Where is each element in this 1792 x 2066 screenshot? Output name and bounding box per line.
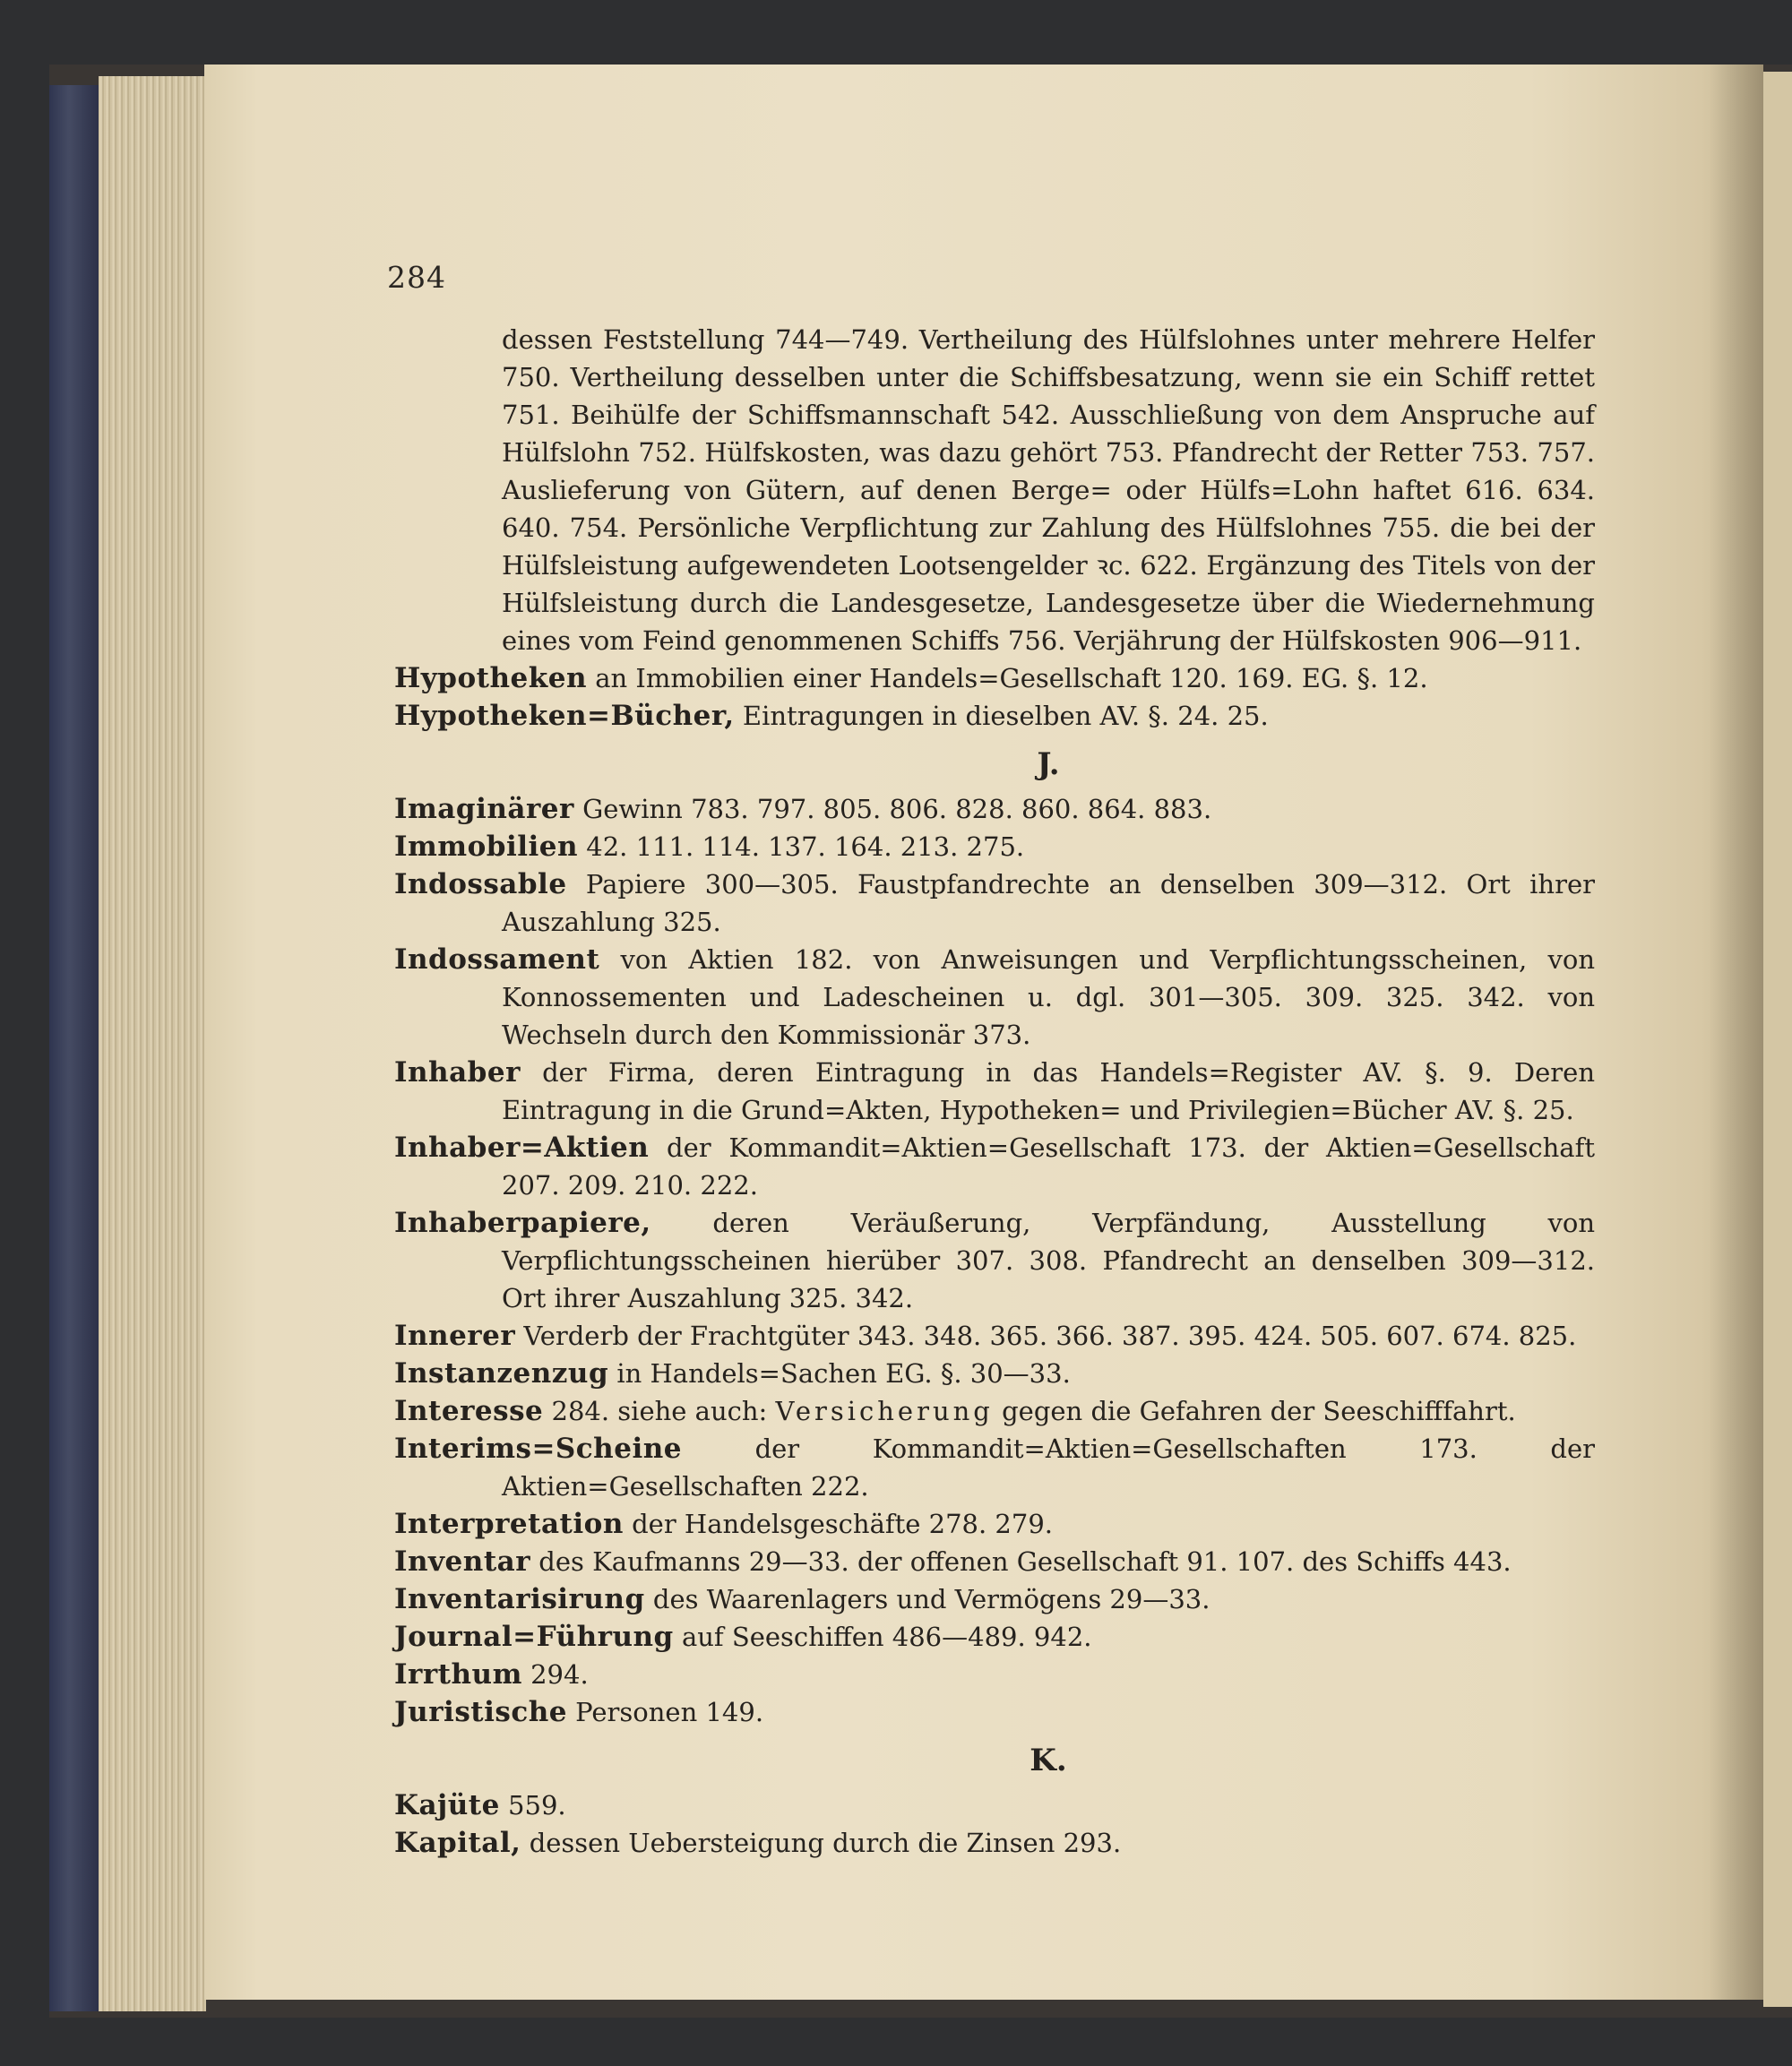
entry-text: 559. [508, 1790, 566, 1821]
index-entry [394, 1580, 1595, 1618]
entry-text: auf Seeschiffen 486—489. 942. [681, 1622, 1092, 1652]
entry-text-tail: gegen die Gefahren der Seeschifffahrt. [1002, 1396, 1516, 1426]
index-entry [394, 1430, 1595, 1505]
page-gutter-shadow [1710, 65, 1763, 2000]
index-entry [394, 659, 1595, 697]
entry-term: Kajüte [394, 1789, 500, 1821]
entry-term: Hypotheken [394, 662, 587, 694]
entry-text: von Aktien 182. von Anweisungen und Verpflichtungsscheinen, von Konnossementen und Ladescheinen u. dgl. 301—305. 309. 325. 342. von Wechseln durch den Kommissionär 373. [502, 944, 1596, 1050]
entry-term: Inventar [394, 1545, 531, 1578]
entry-text: Papiere 300—305. Faustpfandrechte an denselben 309—312. Ort ihrer Auszahlung 325. [502, 869, 1595, 937]
entry-text: Eintragungen in dieselben AV. §. 24. 25. [742, 701, 1269, 731]
entry-term: Inhaber [394, 1056, 521, 1089]
entry-text: dessen Uebersteigung durch die Zinsen 293. [529, 1828, 1122, 1858]
entry-term: Irrthum [394, 1658, 522, 1691]
entry-text: der Kommandit=Aktien=Gesellschaften 173. der Aktien=Gesellschaften 222. [502, 1433, 1596, 1502]
index-entry [394, 790, 1595, 828]
index-entry [394, 941, 1595, 1054]
entry-text: an Immobilien einer Handels=Gesellschaft 120. 169. EG. §. 12. [595, 663, 1428, 693]
entry-text: 294. [530, 1659, 589, 1690]
index-entry [394, 1317, 1595, 1355]
index-text [394, 321, 1595, 1862]
entry-term: Interpretation [394, 1508, 624, 1540]
entry-term: Interims=Scheine [394, 1433, 682, 1465]
entry-text: 284. siehe auch: [551, 1396, 768, 1426]
section-letter: K. [1030, 1743, 1067, 1778]
facing-page-edge [1763, 72, 1792, 2007]
entry-text: der Firma, deren Eintragung in das Handels=Register AV. §. 9. Deren Eintragung in die Grund=Akten, Hypotheken= und Privilegien=Bücher AV. §. 25. [502, 1057, 1596, 1125]
index-entry [394, 1355, 1595, 1392]
index-entry [394, 1129, 1595, 1204]
index-entry [394, 1656, 1595, 1693]
entry-term: Innerer [394, 1320, 516, 1352]
entry-term: Inventarisirung [394, 1583, 645, 1615]
index-entry [394, 865, 1595, 941]
page-edges [99, 76, 206, 2011]
entry-term: Instanzenzug [394, 1357, 609, 1390]
index-entry [394, 1054, 1595, 1129]
index-entry [394, 1824, 1595, 1862]
entry-text: des Waarenlagers und Vermögens 29—33. [652, 1584, 1210, 1614]
index-entry [394, 697, 1595, 735]
entry-text: in Handels=Sachen EG. §. 30—33. [616, 1358, 1071, 1389]
entry-term: Kapital, [394, 1827, 521, 1859]
entry-term: Juristische [394, 1696, 567, 1728]
index-entry [394, 1505, 1595, 1543]
index-entry [394, 1693, 1595, 1731]
entry-text: Gewinn 783. 797. 805. 806. 828. 860. 864. 883. [582, 794, 1212, 824]
entry-text: Verderb der Frachtgüter 343. 348. 365. 366. 387. 395. 424. 505. 607. 674. 825. [523, 1321, 1577, 1351]
section-letter: J. [1037, 746, 1060, 782]
index-entry [394, 1618, 1595, 1656]
entry-term: Immobilien [394, 831, 579, 863]
index-entry [394, 1204, 1595, 1317]
entry-term: Indossament [394, 943, 600, 976]
entry-term: Interesse [394, 1395, 544, 1427]
index-entry [394, 828, 1595, 865]
entry-term: Hypotheken=Bücher, [394, 700, 735, 732]
entry-text: 42. 111. 114. 137. 164. 213. 275. [586, 831, 1025, 862]
book-spine [49, 85, 99, 2011]
entry-term: Inhaber=Aktien [394, 1132, 650, 1164]
entry-term: Indossable [394, 868, 567, 900]
entry-text: dessen Feststellung 744—749. Vertheilung des Hülfslohnes unter mehrere Helfer 750. Vertheilung desselben unter die Schiffsbesatzung, wenn sie ein Schiff rettet 751. Beihülfe der Schiffsmannschaft 542. Ausschließung von dem Anspruche auf Hülfslohn 752. Hülfskosten, was dazu gehört 753. Pfandrecht der Retter 753. 757. Auslieferung von Gütern, auf denen Berge= oder Hülfs=Lohn haftet 616. 634. 640. 754. Persönliche Verpflichtung zur Zahlung des Hülfslohnes 755. die bei der Hülfsleistung aufgewendeten Lootsengelder ꝛc. 622. Ergänzung des Titels von der Hülfsleistung durch die Landesgesetze, Landesgesetze über die Wiedernehmung eines vom Feind genommenen Schiffs 756. Verjährung der Hülfskosten 906—911. [502, 324, 1595, 656]
cross-reference: Versicherung [775, 1396, 994, 1426]
entry-text: der Handelsgeschäfte 278. 279. [632, 1509, 1053, 1539]
entry-text: des Kaufmanns 29—33. der offenen Gesellschaft 91. 107. des Schiffs 443. [538, 1546, 1512, 1577]
entry-term: Imaginärer [394, 793, 574, 825]
page-number: 284 [387, 260, 446, 295]
entry-term: Journal=Führung [394, 1621, 674, 1653]
entry-text: Personen 149. [575, 1697, 764, 1727]
entry-text: deren Veräußerung, Verpfändung, Ausstellung von Verpflichtungsscheinen hierüber 307. 308. Pfandrecht an denselben 309—312. Ort ihrer Auszahlung 325. 342. [502, 1208, 1596, 1313]
index-entry-continuation [394, 321, 1595, 659]
entry-text: der Kommandit=Aktien=Gesellschaft 173. der Aktien=Gesellschaft 207. 209. 210. 222. [502, 1132, 1595, 1201]
index-entry [394, 1543, 1595, 1580]
index-entry [394, 1786, 1595, 1824]
entry-term: Inhaberpapiere, [394, 1207, 651, 1239]
index-entry [394, 1392, 1595, 1430]
